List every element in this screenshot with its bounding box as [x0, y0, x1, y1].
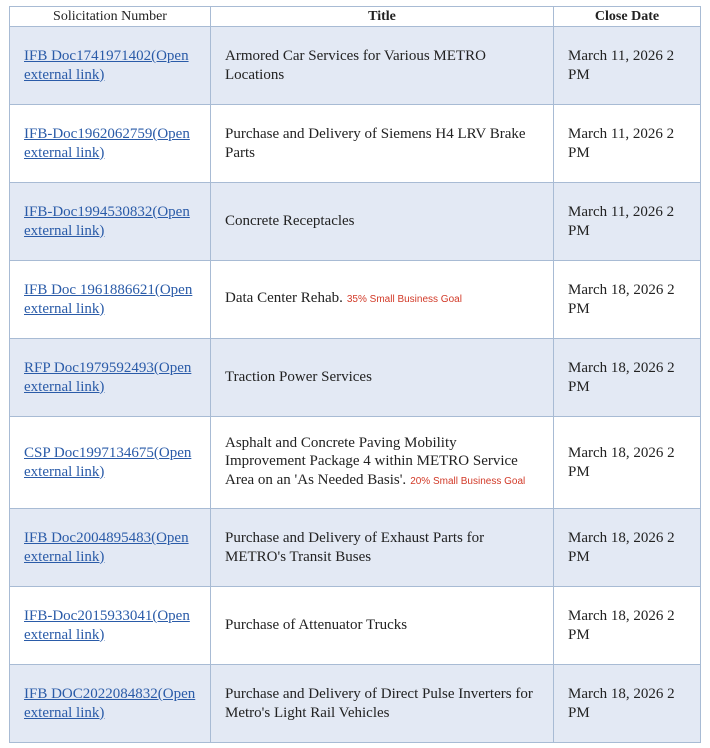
solicitation-title: Data Center Rehab. [225, 290, 343, 307]
table-row [10, 339, 701, 417]
table-header-row [10, 7, 701, 27]
table-row [10, 587, 701, 665]
table-row [10, 105, 701, 183]
solicitation-link[interactable]: RFP Doc1979592493(Open external link) [24, 360, 192, 395]
table-row [10, 261, 701, 339]
solicitation-link[interactable]: IFB-Doc1994530832(Open external link) [24, 204, 190, 239]
close-date-cell: March 11, 2026 2 PM [554, 183, 701, 261]
solicitation-number-cell [10, 665, 211, 743]
title-cell [211, 261, 554, 339]
table-row [10, 509, 701, 587]
title-cell [211, 27, 554, 105]
close-date-cell: March 18, 2026 2 PM [554, 587, 701, 665]
column-header-close-date: Close Date [554, 7, 701, 27]
table-row [10, 665, 701, 743]
solicitation-title: Purchase and Delivery of Siemens H4 LRV Brake Parts [225, 126, 526, 161]
solicitation-link[interactable]: IFB Doc 1961886621(Open external link) [24, 282, 193, 317]
solicitation-number-cell [10, 587, 211, 665]
solicitation-link[interactable]: IFB-Doc1962062759(Open external link) [24, 126, 190, 161]
solicitation-number-cell [10, 27, 211, 105]
title-cell [211, 183, 554, 261]
solicitation-title: Purchase of Attenuator Trucks [225, 617, 408, 634]
close-date-cell: March 11, 2026 2 PM [554, 105, 701, 183]
title-cell [211, 105, 554, 183]
solicitation-link[interactable]: IFB-Doc2015933041(Open external link) [24, 608, 190, 643]
solicitation-link[interactable]: IFB Doc2004895483(Open external link) [24, 530, 189, 565]
solicitation-title: Purchase and Delivery of Direct Pulse Inverters for Metro's Light Rail Vehicles [225, 686, 533, 721]
solicitation-number-cell [10, 105, 211, 183]
title-cell [211, 417, 554, 509]
title-cell [211, 587, 554, 665]
small-business-goal-note: 20% Small Business Goal [410, 475, 526, 487]
solicitation-number-cell [10, 509, 211, 587]
close-date-cell: March 18, 2026 2 PM [554, 417, 701, 509]
solicitation-title: Concrete Receptacles [225, 213, 355, 230]
solicitation-link[interactable]: IFB DOC2022084832(Open external link) [24, 686, 196, 721]
solicitation-title: Asphalt and Concrete Paving Mobility Improvement Package 4 within METRO Service Area on an 'As Needed Basis'. [225, 434, 518, 488]
column-header-title: Title [211, 7, 554, 27]
table-row [10, 27, 701, 105]
close-date-cell: March 18, 2026 2 PM [554, 261, 701, 339]
solicitation-number-cell [10, 417, 211, 509]
solicitation-link[interactable]: IFB Doc1741971402(Open external link) [24, 48, 189, 83]
close-date-cell: March 18, 2026 2 PM [554, 509, 701, 587]
solicitation-title: Purchase and Delivery of Exhaust Parts for METRO's Transit Buses [225, 530, 485, 565]
close-date-cell: March 11, 2026 2 PM [554, 27, 701, 105]
close-date-cell: March 18, 2026 2 PM [554, 339, 701, 417]
title-cell [211, 339, 554, 417]
solicitation-number-cell [10, 339, 211, 417]
close-date-cell: March 18, 2026 2 PM [554, 665, 701, 743]
solicitation-title: Armored Car Services for Various METRO Locations [225, 48, 486, 83]
solicitation-link[interactable]: CSP Doc1997134675(Open external link) [24, 445, 192, 480]
title-cell [211, 509, 554, 587]
solicitation-title: Traction Power Services [225, 369, 372, 386]
solicitations-table [9, 6, 701, 743]
title-cell [211, 665, 554, 743]
table-row [10, 417, 701, 509]
table-row [10, 183, 701, 261]
column-header-solicitation-number: Solicitation Number [10, 7, 211, 27]
solicitation-number-cell [10, 183, 211, 261]
solicitation-number-cell [10, 261, 211, 339]
small-business-goal-note: 35% Small Business Goal [346, 294, 462, 306]
